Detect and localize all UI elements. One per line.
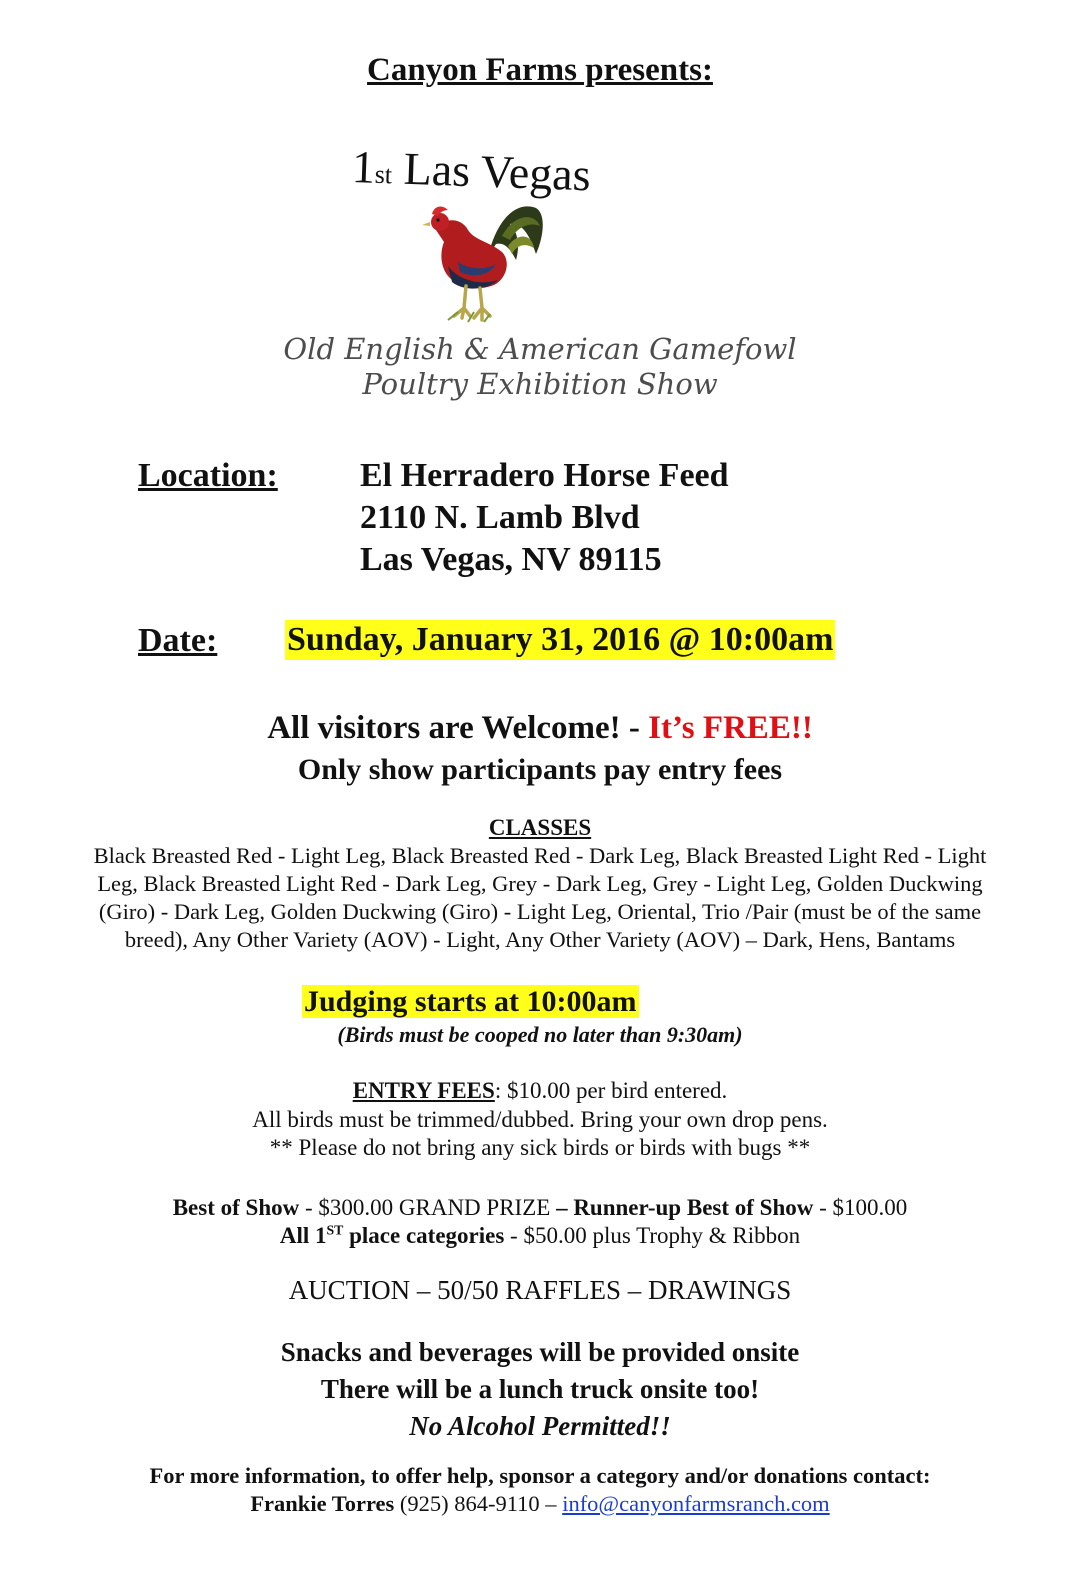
food-line-1: Snacks and beverages will be provided onsite <box>280 1337 800 1367</box>
entry-fees-rules: All birds must be trimmed/dubbed. Bring your own drop pens. <box>252 1107 828 1132</box>
event-title: 1st Las Vegas <box>351 141 592 201</box>
food-line-2: There will be a lunch truck onsite too! <box>320 1374 760 1404</box>
location-line-2: 2110 N. Lamb Blvd <box>360 499 640 536</box>
subtitle-line-2: Poultry Exhibition Show <box>362 367 718 401</box>
judging-title: Judging starts at 10:00am <box>304 985 637 1018</box>
classes-heading: CLASSES <box>488 815 592 840</box>
entry-fees-warning: ** Please do not bring any sick birds or birds with bugs ** <box>269 1135 811 1160</box>
location-line-1: El Herradero Horse Feed <box>360 457 729 494</box>
date-label: Date: <box>138 622 218 659</box>
welcome-note: Only show participants pay entry fees <box>297 753 783 786</box>
classes-line-3: (Giro) - Dark Leg, Golden Duckwing (Giro) - Light Leg, Oriental, Trio /Pair (must be of the same <box>98 899 982 924</box>
auction-line: AUCTION – 50/50 RAFFLES – DRAWINGS <box>288 1275 792 1305</box>
prizes-line-1: Best of Show - $300.00 GRAND PRIZE – Runner-up Best of Show - $100.00 <box>172 1195 908 1220</box>
prizes-line-2: All 1ST place categories - $50.00 plus Trophy & Ribbon <box>279 1222 801 1248</box>
presenter-heading: Canyon Farms presents: <box>367 52 713 88</box>
rooster-icon <box>418 196 548 326</box>
free-text: It’s FREE!! <box>648 710 813 746</box>
classes-line-4: breed), Any Other Variety (AOV) - Light, Any Other Variety (AOV) – Dark, Hens, Bantams <box>124 927 956 952</box>
subtitle-line-1: Old English & American Gamefowl <box>283 332 797 366</box>
classes-line-2: Leg, Black Breasted Light Red - Dark Leg, Grey - Dark Leg, Grey - Light Leg, Golden Duckwing <box>97 871 983 896</box>
classes-line-1: Black Breasted Red - Light Leg, Black Breasted Red - Dark Leg, Black Breasted Light Red - Light <box>93 843 987 868</box>
date-value: Sunday, January 31, 2016 @ 10:00am <box>287 621 834 658</box>
judging-note: (Birds must be cooped no later than 9:30am) <box>337 1022 743 1047</box>
contact-line-2: Frankie Torres (925) 864-9110 – info@canyonfarmsranch.com <box>250 1491 830 1516</box>
welcome-line: All visitors are Welcome! - It’s FREE!! <box>267 710 813 746</box>
location-line-3: Las Vegas, NV 89115 <box>360 541 662 578</box>
location-label: Location: <box>138 457 278 494</box>
email-link[interactable]: info@canyonfarmsranch.com <box>562 1491 830 1516</box>
entry-fees-line: ENTRY FEES: $10.00 per bird entered. <box>352 1078 728 1103</box>
contact-line-1: For more information, to offer help, sponsor a category and/or donations contact: <box>149 1463 931 1488</box>
no-alcohol-line: No Alcohol Permitted!! <box>409 1411 671 1441</box>
